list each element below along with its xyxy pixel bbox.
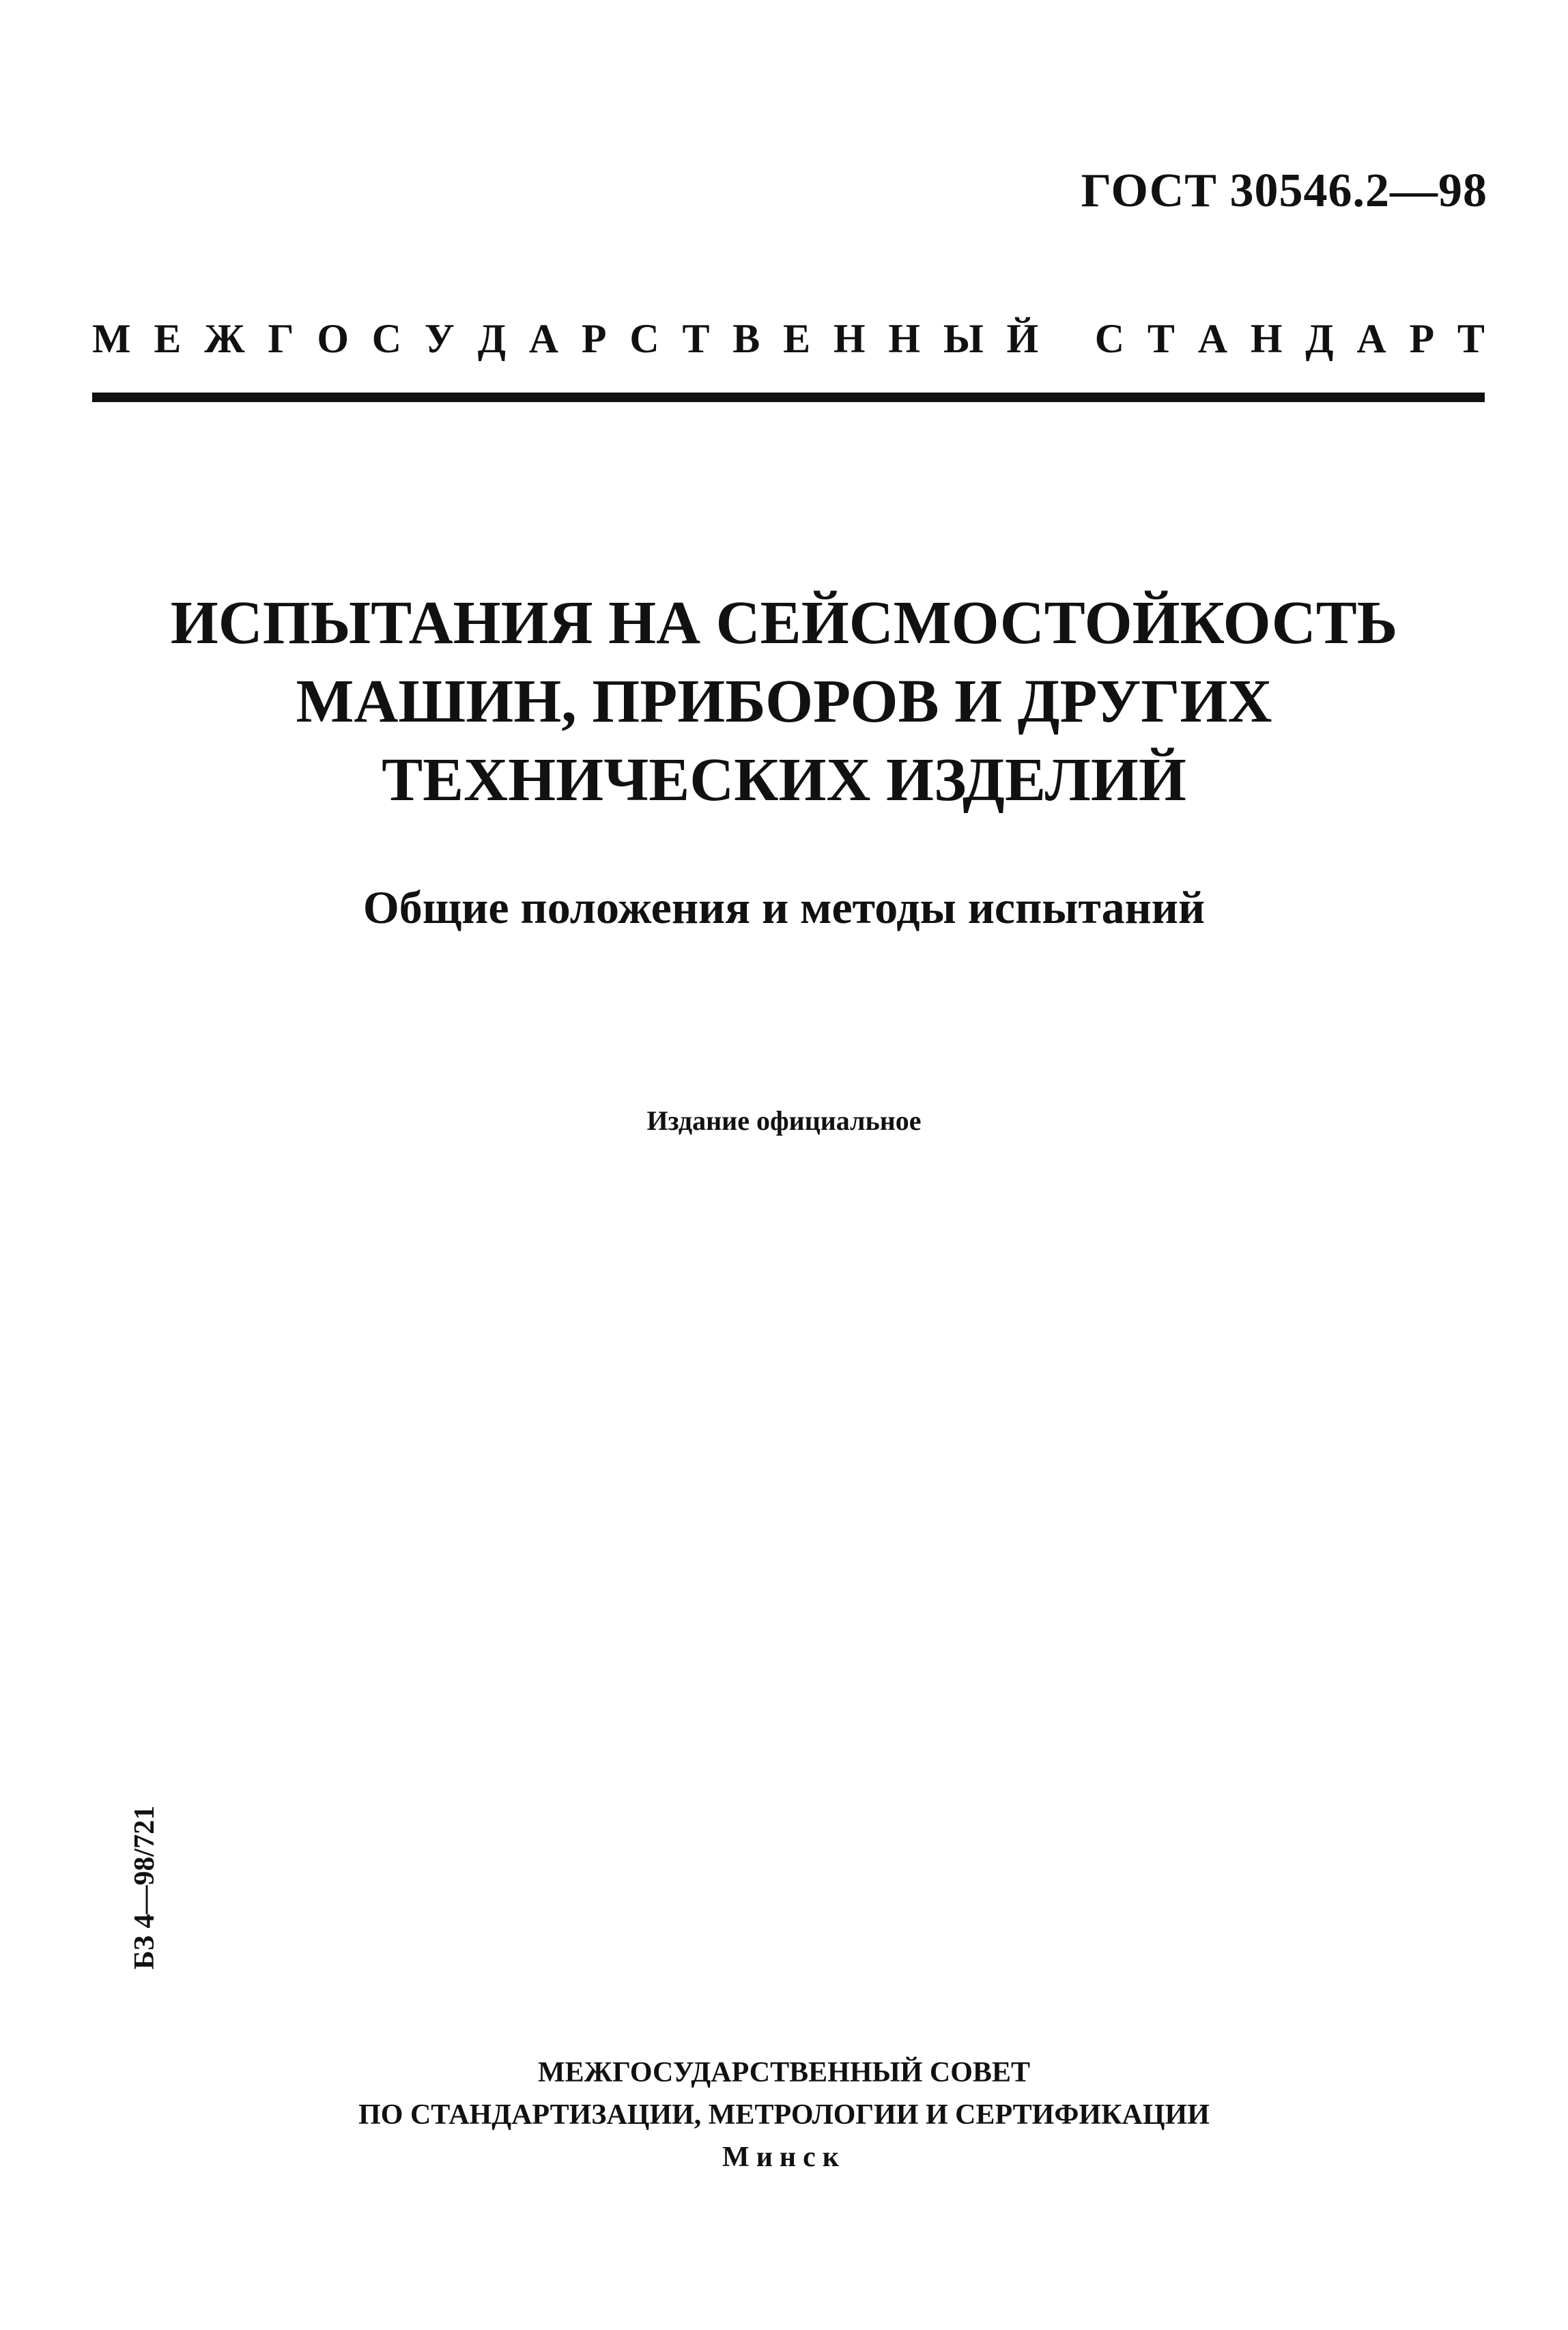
publisher-city: Минск xyxy=(722,2142,846,2173)
series-letter: Й xyxy=(1006,316,1039,361)
publisher-block xyxy=(0,2051,1568,2178)
series-letter: Д xyxy=(477,316,506,361)
series-letter: Н xyxy=(888,316,921,361)
series-letter: Т xyxy=(1457,316,1485,361)
series-letter: У xyxy=(424,316,455,361)
series-letter: Т xyxy=(1147,316,1175,361)
series-letter: М xyxy=(92,316,131,361)
standard-series-line xyxy=(92,315,1485,363)
document-subtitle: Общие положения и методы испытаний xyxy=(362,881,1206,933)
series-letter: Т xyxy=(682,316,710,361)
series-letter: Р xyxy=(581,316,607,361)
series-letter: Д xyxy=(1305,316,1334,361)
header-rule xyxy=(92,393,1485,402)
publisher-line-1: МЕЖГОСУДАРСТВЕННЫЙ СОВЕТ xyxy=(538,2057,1030,2088)
title-line-1: ИСПЫТАНИЯ НА СЕЙСМОСТОЙКОСТЬ xyxy=(170,589,1398,657)
series-letter: Ж xyxy=(204,316,245,361)
series-letter: Ы xyxy=(943,316,984,361)
series-letter: Н xyxy=(833,316,866,361)
series-letter: О xyxy=(317,316,349,361)
series-letter: Е xyxy=(154,316,182,361)
series-letter: В xyxy=(732,316,760,361)
series-letter: С xyxy=(629,316,659,361)
edition-note: Издание официальное xyxy=(646,1105,922,1136)
series-letter: А xyxy=(528,316,559,361)
series-letter: С xyxy=(371,316,402,361)
title-line-2: МАШИН, ПРИБОРОВ И ДРУГИХ xyxy=(296,668,1272,735)
series-letter: Н xyxy=(1250,316,1283,361)
standard-designation: ГОСТ 30546.2—98 xyxy=(1081,165,1487,217)
series-letter: Г xyxy=(268,316,294,361)
series-letter: Р xyxy=(1409,316,1435,361)
title-line-3: ТЕХНИЧЕСКИХ ИЗДЕЛИЙ xyxy=(382,746,1186,814)
series-letter: С xyxy=(1094,316,1125,361)
series-letter: А xyxy=(1356,316,1386,361)
series-letter: А xyxy=(1197,316,1228,361)
series-word-gap xyxy=(1061,315,1072,363)
side-code: БЗ 4—98/721 xyxy=(129,1805,160,1970)
publisher-line-2: ПО СТАНДАРТИЗАЦИИ, МЕТРОЛОГИИ И СЕРТИФИКАЦИИ xyxy=(358,2099,1210,2131)
document-title xyxy=(0,584,1568,819)
series-letter: Е xyxy=(783,316,811,361)
